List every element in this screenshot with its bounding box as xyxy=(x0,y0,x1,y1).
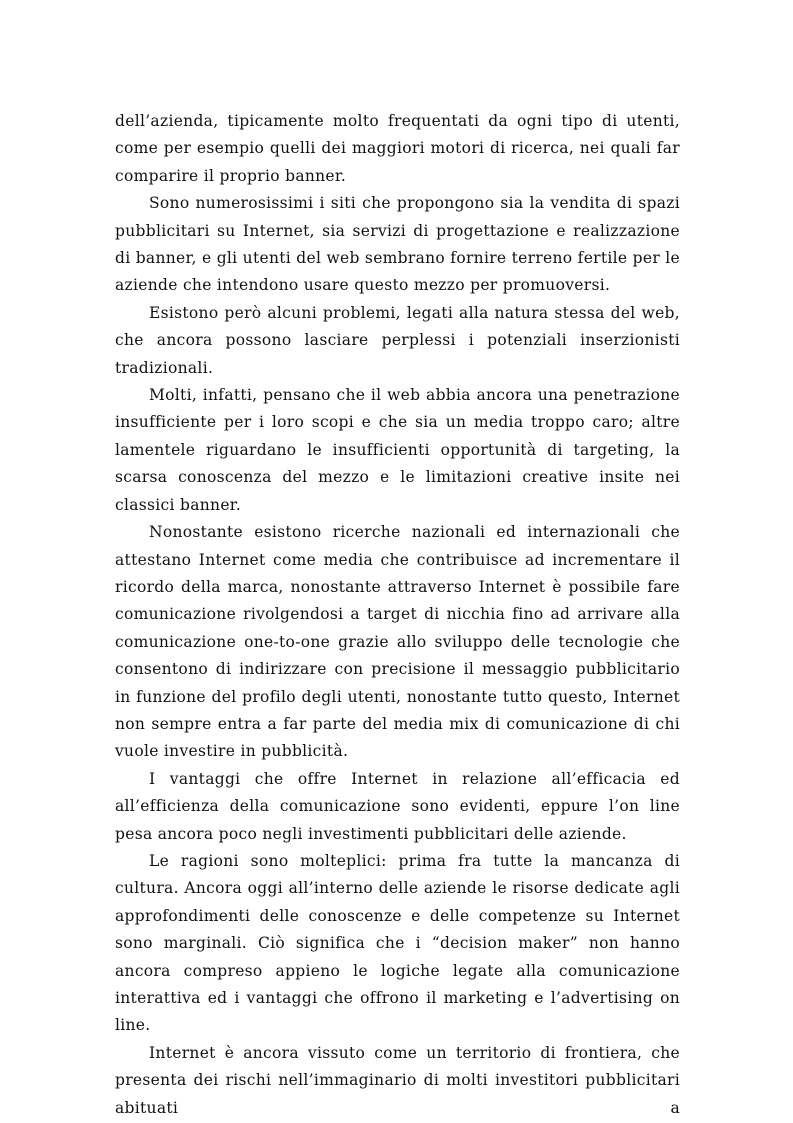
paragraph-penetrazione: Molti, infatti, pensano che il web abbia ancora una penetrazione insufficiente per i loro scopi e che sia un media troppo caro; altre lamentele riguardano le insufficienti opportunità di targeting, la scarsa conoscenza del mezzo e le limitazioni creative insite nei classici banner. xyxy=(115,386,680,514)
document-page xyxy=(115,108,680,1122)
paragraph-frontiera: Internet è ancora vissuto come un territorio di frontiera, che presenta dei rischi nell’immaginario di molti investitori pubblicitari abituati a xyxy=(115,1043,680,1117)
paragraph-ricerche: Nonostante esistono ricerche nazionali ed internazionali che attestano Internet come media che contribuisce ad incrementare il ricordo della marca, nonostante attraverso Internet è possibile fare comunicazione rivolgendosi a target di nicchia fino ad arrivare alla comunicazione one-to-one grazie allo sviluppo delle tecnologie che consentono di indirizzare con precisione il messaggio pubblicitario in funzione del profilo degli utenti, nonostante tutto questo, Internet non sempre entra a far parte del media mix di comunicazione di chi vuole investire in pubblicità. xyxy=(115,523,680,761)
paragraph-ragioni: Le ragioni sono molteplici: prima fra tutte la mancanza di cultura. Ancora oggi all’interno delle aziende le risorse dedicate agli approfondimenti delle conoscenze e delle competenze su Internet sono marginali. Ciò significa che i “decision maker” non hanno ancora compreso appieno le logiche legate alla comunicazione interattiva ed i vantaggi che offrono il marketing e l’advertising on line. xyxy=(115,851,680,1035)
paragraph-vantaggi: I vantaggi che offre Internet in relazione all’efficacia ed all’efficienza della comunicazione sono evidenti, eppure l’on line pesa ancora poco negli investimenti pubblicitari delle aziende. xyxy=(115,769,680,843)
paragraph-continuation: dell’azienda, tipicamente molto frequentati da ogni tipo di utenti, come per esempio quelli dei maggiori motori di ricerca, nei quali far comparire il proprio banner. xyxy=(115,112,680,185)
paragraph-siti: Sono numerosissimi i siti che propongono sia la vendita di spazi pubblicitari su Internet, sia servizi di progettazione e realizzazione di banner, e gli utenti del web sembrano fornire terreno fertile per le aziende che intendono usare questo mezzo per promuoversi. xyxy=(115,194,680,295)
paragraph-problemi: Esistono però alcuni problemi, legati alla natura stessa del web, che ancora possono lasciare perplessi i potenziali inserzionisti tradizionali. xyxy=(115,303,680,377)
